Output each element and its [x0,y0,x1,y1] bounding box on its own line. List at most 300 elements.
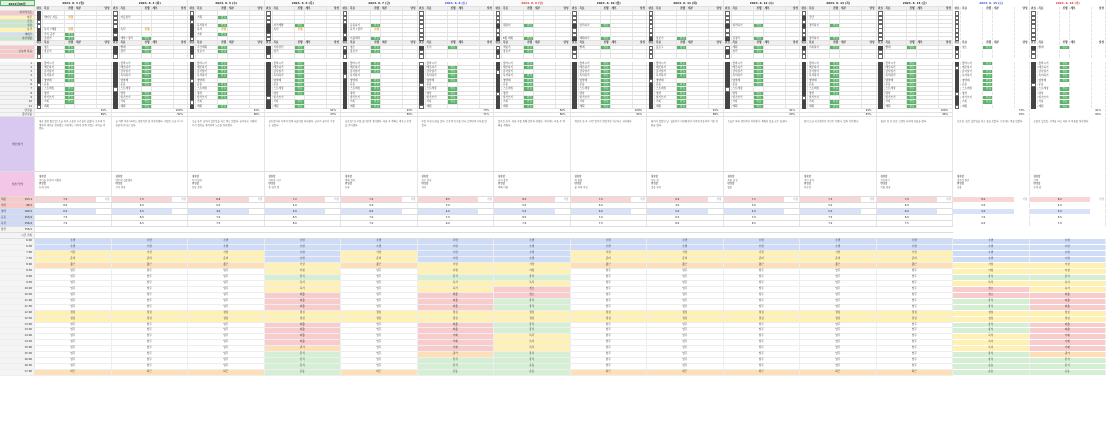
routine-status[interactable]: 완료 [983,62,993,65]
task-status[interactable]: 진행 [295,28,305,31]
routine-status[interactable]: 완료 [1060,105,1070,108]
task-sub[interactable] [534,50,556,53]
time-cell[interactable] [724,358,801,363]
done-checkbox-cell[interactable] [647,50,655,53]
task-sub[interactable] [75,24,97,27]
done-checkbox-cell[interactable] [112,28,120,31]
done-checkbox-cell[interactable] [571,46,579,49]
task-status[interactable] [295,11,305,14]
routine-status[interactable]: 완료 [371,92,381,95]
done-checkbox-cell[interactable] [571,28,579,31]
task-name[interactable] [655,33,677,36]
time-cell[interactable] [265,328,342,333]
task-sub[interactable] [75,28,97,31]
task-status[interactable] [218,54,228,57]
task-status[interactable]: 완료 [601,24,611,27]
task-sub[interactable] [1070,20,1092,23]
routine-status[interactable] [371,74,381,77]
time-cell[interactable] [112,305,189,310]
task-name[interactable]: 6월 계획 [502,37,524,40]
task-sub[interactable] [840,37,862,40]
routine-check-cell[interactable] [571,92,579,95]
done-checkbox-cell[interactable] [571,16,579,19]
time-cell[interactable] [188,251,265,256]
task-status[interactable] [448,54,458,57]
praise-cell[interactable] [35,172,112,196]
routine-status[interactable] [830,96,840,99]
task-sub[interactable] [611,24,633,27]
routine-check-cell[interactable] [494,96,502,99]
time-cell[interactable] [494,275,571,280]
task-sub[interactable] [917,20,939,23]
time-cell[interactable] [724,317,801,322]
done-checkbox-cell[interactable] [494,20,502,23]
memo-cell[interactable]: 오늘은 특히 생산적인 하루였다. 계획한 일을 모두 끝냈다. [724,117,801,171]
routine-check-cell[interactable] [724,70,732,73]
time-cell[interactable] [953,328,1030,333]
done-checkbox-cell[interactable] [188,54,196,57]
time-cell[interactable] [571,358,648,363]
task-name[interactable]: 청소 [43,46,65,49]
routine-status[interactable]: 완료 [1060,92,1070,95]
metric-cell[interactable] [724,203,801,208]
task-status[interactable] [218,37,228,40]
routine-check-cell[interactable] [188,83,196,86]
time-cell[interactable] [188,269,265,274]
done-checkbox-cell[interactable] [800,24,808,27]
routine-status[interactable]: 완료 [295,105,305,108]
routine-status[interactable]: 완료 [524,100,534,103]
time-cell[interactable] [418,257,495,262]
task-name[interactable]: 장보기 [349,50,371,53]
time-cell[interactable] [265,334,342,339]
task-sub[interactable] [381,33,403,36]
task-name[interactable] [579,54,601,57]
time-cell[interactable] [571,263,648,268]
done-checkbox-cell[interactable] [341,54,349,57]
task-sub[interactable] [228,54,250,57]
routine-status[interactable]: 완료 [142,96,152,99]
task-status[interactable]: 완료 [65,46,75,49]
routine-check-cell[interactable] [800,96,808,99]
metric-cell[interactable] [341,203,418,208]
task-sub[interactable] [764,24,786,27]
time-cell[interactable] [265,299,342,304]
task-status[interactable] [830,16,840,19]
task-name[interactable] [655,20,677,23]
task-name[interactable] [579,33,601,36]
time-cell[interactable] [724,364,801,369]
time-cell[interactable] [188,311,265,316]
task-status[interactable]: 완료 [371,24,381,27]
task-name[interactable] [273,16,295,19]
done-checkbox-cell[interactable] [1030,16,1038,19]
routine-check-cell[interactable] [188,66,196,69]
task-name[interactable] [655,50,677,53]
routine-check-cell[interactable] [800,74,808,77]
routine-status[interactable]: 완료 [218,70,228,73]
task-status[interactable] [448,28,458,31]
time-cell[interactable] [265,239,342,244]
routine-check-cell[interactable] [188,92,196,95]
time-cell[interactable] [112,323,189,328]
task-name[interactable] [502,16,524,19]
time-cell[interactable] [800,317,877,322]
time-cell[interactable] [494,293,571,298]
time-cell[interactable] [571,245,648,250]
time-cell[interactable] [724,323,801,328]
metric-cell[interactable] [341,215,418,220]
done-checkbox-cell[interactable] [265,16,273,19]
routine-status[interactable] [1060,83,1070,86]
task-name[interactable]: 집정리 [43,37,65,40]
routine-status[interactable]: 완료 [142,74,152,77]
task-name[interactable] [961,11,983,14]
routine-check-cell[interactable] [418,79,426,82]
routine-status[interactable]: 완료 [524,66,534,69]
checkbox[interactable] [419,54,423,58]
task-status[interactable] [295,54,305,57]
task-name[interactable] [426,11,448,14]
task-status[interactable] [830,20,840,23]
task-name[interactable] [273,20,295,23]
task-status[interactable]: 진행 [142,28,152,31]
task-name[interactable]: 독서 / 정리 [349,28,371,31]
routine-status[interactable]: 완료 [601,105,611,108]
task-status[interactable] [448,20,458,23]
time-cell[interactable] [188,305,265,310]
checkbox[interactable] [725,54,729,58]
routine-check-cell[interactable] [647,70,655,73]
routine-status[interactable]: 완료 [754,96,764,99]
routine-status[interactable]: 완료 [524,74,534,77]
task-name[interactable] [732,28,754,31]
task-name[interactable] [349,54,371,57]
time-cell[interactable] [647,311,724,316]
time-cell[interactable] [341,323,418,328]
metric-cell[interactable] [494,221,571,226]
memo-cell[interactable]: 오늘 휴무 날이라 집안일을 하고 책도 읽었다. 좋아하는 카페에 가서 생각을 정리하며 노트를 정리했다. [188,117,265,171]
done-checkbox-cell[interactable] [265,54,273,57]
time-cell[interactable] [800,364,877,369]
time-cell[interactable] [35,340,112,345]
routine-check-cell[interactable] [724,100,732,103]
done-checkbox-cell[interactable] [1030,54,1038,57]
routine-check-cell[interactable] [877,66,885,69]
task-name[interactable] [961,50,983,53]
done-checkbox-cell[interactable] [418,54,426,57]
task-name[interactable]: 기록하기 [808,46,830,49]
routine-status[interactable]: 완료 [448,70,458,73]
task-name[interactable] [579,11,601,14]
done-checkbox-cell[interactable] [953,28,961,31]
routine-check-cell[interactable] [571,74,579,77]
done-checkbox-cell[interactable] [647,24,655,27]
routine-status[interactable]: 완료 [601,74,611,77]
time-cell[interactable] [647,305,724,310]
task-sub[interactable] [228,33,250,36]
time-cell[interactable] [494,370,571,375]
routine-status[interactable] [524,92,534,95]
routine-status[interactable]: 완료 [754,92,764,95]
time-cell[interactable] [265,257,342,262]
metric-cell[interactable] [953,215,1030,220]
time-cell[interactable] [647,358,724,363]
done-checkbox-cell[interactable] [188,46,196,49]
time-cell[interactable] [647,299,724,304]
metric-cell[interactable] [877,215,954,220]
task-name[interactable]: 캘린더 [502,24,524,27]
time-cell[interactable] [418,346,495,351]
time-cell[interactable] [724,340,801,345]
routine-status[interactable]: 완료 [142,66,152,69]
time-cell[interactable] [877,239,954,244]
time-cell[interactable] [35,263,112,268]
task-name[interactable] [579,50,601,53]
task-sub[interactable] [534,37,556,40]
routine-check-cell[interactable] [877,92,885,95]
task-status[interactable] [65,24,75,27]
routine-status[interactable]: 완료 [295,74,305,77]
task-name[interactable] [579,16,601,19]
task-sub[interactable] [305,54,327,57]
task-name[interactable] [426,24,448,27]
routine-check-cell[interactable] [188,87,196,90]
task-sub[interactable] [152,37,174,40]
routine-status[interactable]: 완료 [142,62,152,65]
done-checkbox-cell[interactable] [800,54,808,57]
time-cell[interactable] [341,352,418,357]
routine-check-cell[interactable] [800,70,808,73]
time-cell[interactable] [724,305,801,310]
routine-status[interactable]: 완료 [142,100,152,103]
routine-status[interactable]: 완료 [295,62,305,65]
routine-status[interactable] [983,66,993,69]
task-name[interactable] [961,37,983,40]
done-checkbox-cell[interactable] [1030,24,1038,27]
task-status[interactable] [601,50,611,53]
time-cell[interactable] [724,293,801,298]
done-checkbox-cell[interactable] [953,50,961,53]
time-cell[interactable] [35,257,112,262]
routine-check-cell[interactable] [265,92,273,95]
task-status[interactable] [677,20,687,23]
task-name[interactable] [732,16,754,19]
time-cell[interactable] [1030,328,1106,333]
time-cell[interactable] [571,370,648,375]
task-status[interactable] [1060,50,1070,53]
done-checkbox-cell[interactable] [418,24,426,27]
task-name[interactable]: 빨래 [120,46,142,49]
task-name[interactable]: 정리하기 [579,24,601,27]
task-sub[interactable] [687,46,709,49]
routine-check-cell[interactable] [112,105,120,108]
time-cell[interactable] [953,239,1030,244]
time-cell[interactable] [112,263,189,268]
routine-status[interactable]: 완료 [907,96,917,99]
routine-status[interactable] [448,83,458,86]
routine-status[interactable] [295,96,305,99]
routine-check-cell[interactable] [953,74,961,77]
time-cell[interactable] [494,287,571,292]
task-name[interactable]: 정리하기 [808,37,830,40]
done-checkbox-cell[interactable] [418,20,426,23]
time-cell[interactable] [571,311,648,316]
time-cell[interactable] [800,293,877,298]
task-sub[interactable] [228,20,250,23]
done-checkbox-cell[interactable] [188,28,196,31]
routine-status[interactable]: 완료 [601,79,611,82]
task-name[interactable] [732,11,754,14]
checkbox[interactable] [266,54,270,58]
task-status[interactable] [907,16,917,19]
task-name[interactable]: 정리 [120,50,142,53]
task-name[interactable]: 휴식 [426,46,448,49]
done-checkbox-cell[interactable] [341,33,349,36]
done-checkbox-cell[interactable] [112,16,120,19]
routine-check-cell[interactable] [1030,70,1038,73]
time-cell[interactable] [1030,239,1106,244]
checkbox[interactable] [955,54,959,58]
time-cell[interactable] [953,334,1030,339]
routine-status[interactable]: 완료 [754,66,764,69]
routine-status[interactable]: 완료 [983,96,993,99]
time-cell[interactable] [188,299,265,304]
routine-status[interactable] [524,70,534,73]
metric-cell[interactable] [953,203,1030,208]
routine-check-cell[interactable] [571,100,579,103]
routine-check-cell[interactable] [571,87,579,90]
task-name[interactable]: 장보기 [502,50,524,53]
time-cell[interactable] [188,317,265,322]
memo-cell[interactable]: 몸이 조금 피곤했지만 루틴은 지켰다. 일찍 자야겠다. [800,117,877,171]
done-checkbox-cell[interactable] [35,33,43,36]
time-cell[interactable] [112,287,189,292]
time-cell[interactable] [188,340,265,345]
task-sub[interactable] [305,16,327,19]
task-name[interactable]: 빨래 [1038,46,1060,49]
time-cell[interactable] [341,287,418,292]
done-checkbox-cell[interactable] [418,28,426,31]
metric-cell[interactable] [877,203,954,208]
task-sub[interactable] [458,37,480,40]
task-status[interactable]: 완료 [1060,46,1070,49]
task-status[interactable] [830,50,840,53]
task-status[interactable] [142,11,152,14]
time-cell[interactable] [418,305,495,310]
time-cell[interactable] [112,299,189,304]
task-name[interactable] [808,20,830,23]
task-name[interactable] [655,54,677,57]
time-cell[interactable] [341,257,418,262]
date-header-10[interactable]: 2024. 6. 13 (목) [800,0,877,6]
task-status[interactable] [448,16,458,19]
routine-status[interactable]: 완료 [830,87,840,90]
metric-cell[interactable] [418,203,495,208]
routine-status[interactable]: 완료 [371,100,381,103]
done-checkbox-cell[interactable] [1030,33,1038,36]
routine-check-cell[interactable] [265,66,273,69]
task-status[interactable]: 완료 [601,46,611,49]
routine-status[interactable]: 완료 [983,87,993,90]
task-sub[interactable] [611,28,633,31]
time-cell[interactable] [112,257,189,262]
praise-cell[interactable] [724,172,801,196]
task-sub[interactable] [381,50,403,53]
done-checkbox-cell[interactable] [1030,28,1038,31]
time-cell[interactable] [877,305,954,310]
time-cell[interactable] [800,263,877,268]
time-cell[interactable] [1030,346,1106,351]
task-sub[interactable] [764,50,786,53]
task-sub[interactable] [993,33,1015,36]
routine-status[interactable]: 완료 [295,87,305,90]
time-cell[interactable] [571,251,648,256]
done-checkbox-cell[interactable] [35,16,43,19]
time-cell[interactable] [800,340,877,345]
done-checkbox-cell[interactable] [341,50,349,53]
routine-check-cell[interactable] [647,74,655,77]
checkbox[interactable] [37,54,41,58]
done-checkbox-cell[interactable] [341,46,349,49]
time-cell[interactable] [571,346,648,351]
task-name[interactable] [655,16,677,19]
task-status[interactable] [983,24,993,27]
metric-cell[interactable] [341,221,418,226]
time-cell[interactable] [494,281,571,286]
time-cell[interactable] [494,346,571,351]
routine-check-cell[interactable] [1030,62,1038,65]
task-status[interactable] [218,20,228,23]
memo-cell[interactable]: 늘 바쁜 하루! 회의도 많았지만 잘 마무리했다. 내일은 조금 더 여유롭게 보내고 싶다. [112,117,189,171]
task-status[interactable]: 완료 [830,37,840,40]
task-name[interactable] [349,20,371,23]
task-sub[interactable] [917,11,939,14]
time-cell[interactable] [265,311,342,316]
time-cell[interactable] [418,299,495,304]
checkbox[interactable] [878,54,882,58]
done-checkbox-cell[interactable] [953,20,961,23]
routine-check-cell[interactable] [953,62,961,65]
time-cell[interactable] [571,352,648,357]
routine-status[interactable]: 완료 [218,74,228,77]
time-cell[interactable] [112,245,189,250]
checkbox[interactable] [496,54,500,58]
routine-status[interactable]: 완료 [830,74,840,77]
time-cell[interactable] [341,263,418,268]
task-sub[interactable] [458,54,480,57]
time-cell[interactable] [341,311,418,316]
task-sub[interactable] [228,46,250,49]
time-cell[interactable] [800,275,877,280]
done-checkbox-cell[interactable] [265,37,273,40]
routine-status[interactable]: 완료 [1060,74,1070,77]
task-sub[interactable] [764,33,786,36]
time-cell[interactable] [724,239,801,244]
done-checkbox-cell[interactable] [341,37,349,40]
routine-status[interactable]: 완료 [601,83,611,86]
time-cell[interactable] [35,370,112,375]
done-checkbox-cell[interactable] [647,33,655,36]
routine-status[interactable]: 완료 [371,62,381,65]
task-status[interactable] [754,16,764,19]
time-cell[interactable] [877,346,954,351]
time-cell[interactable] [341,269,418,274]
metric-cell[interactable] [571,221,648,226]
task-status[interactable] [830,33,840,36]
time-cell[interactable] [188,293,265,298]
time-cell[interactable] [571,364,648,369]
